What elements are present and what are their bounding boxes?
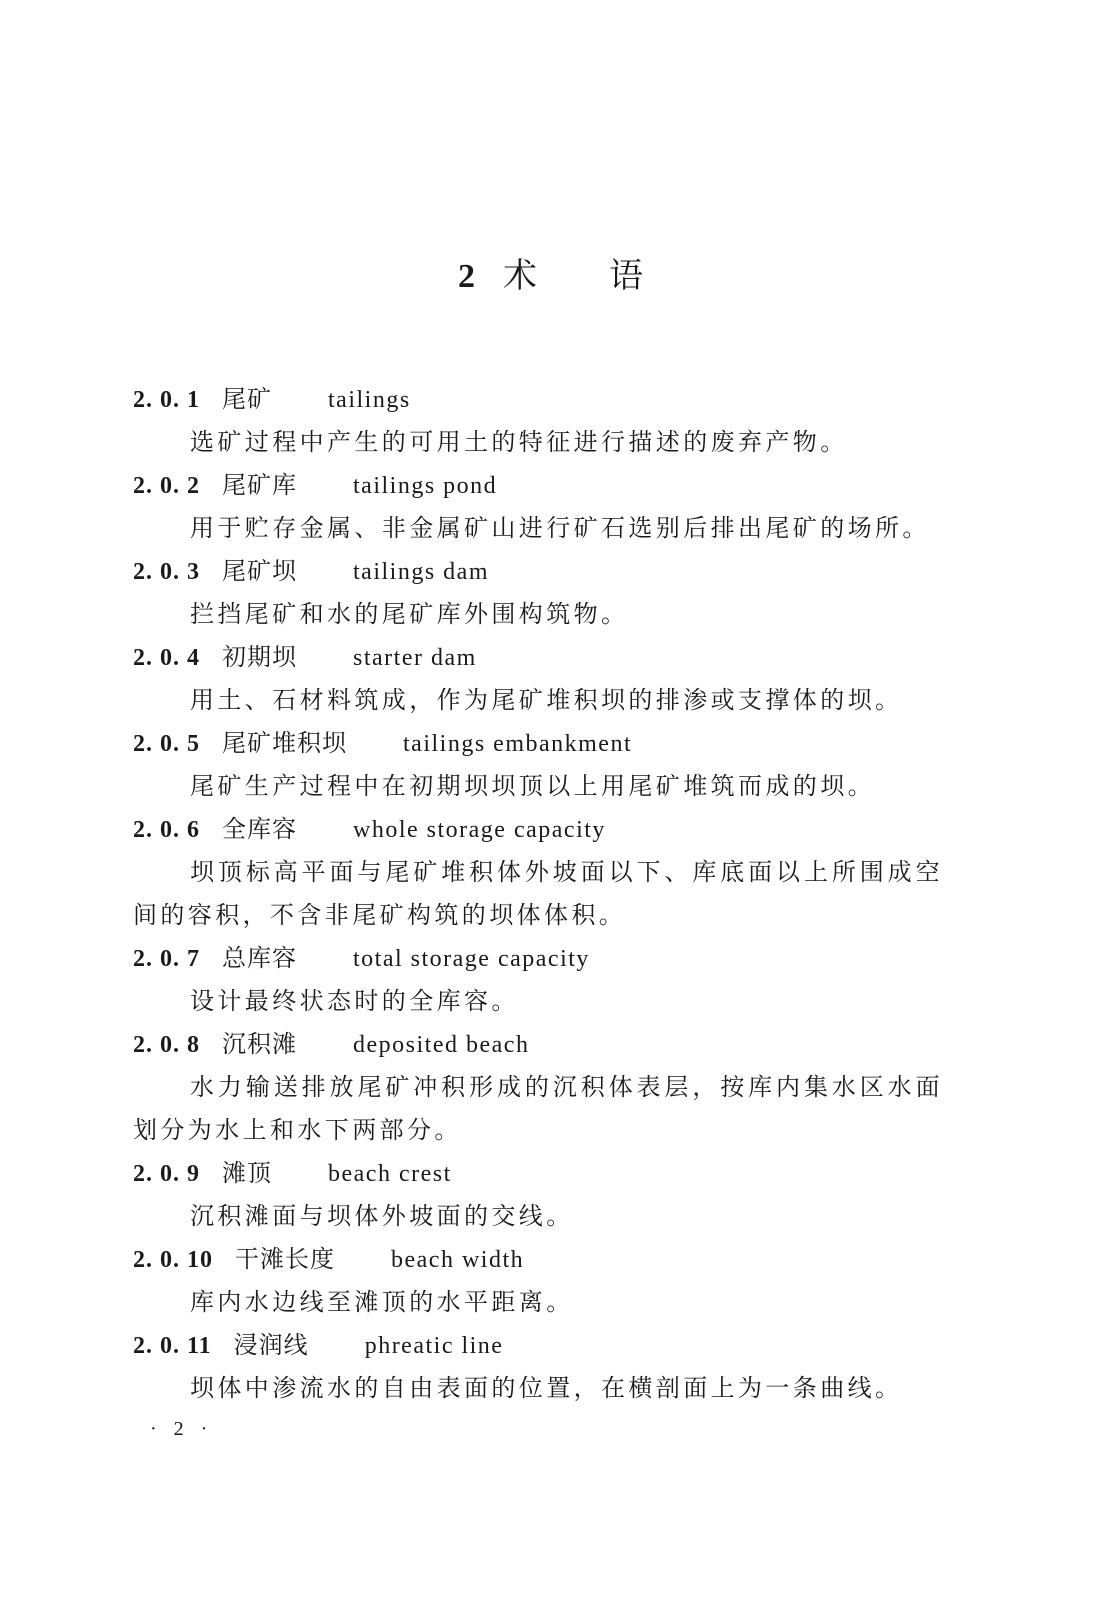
term-entry bbox=[133, 808, 943, 937]
term-number: 2. 0. 2 bbox=[133, 473, 200, 499]
term-number: 2. 0. 4 bbox=[133, 645, 200, 671]
term-entry bbox=[133, 722, 943, 808]
term-number: 2. 0. 5 bbox=[133, 731, 200, 757]
term-chinese: 初期坝 bbox=[222, 643, 297, 671]
section-title-word-2: 语 bbox=[609, 256, 645, 296]
term-number: 2. 0. 7 bbox=[133, 946, 200, 972]
term-english: tailings dam bbox=[353, 559, 489, 585]
term-definition: 选矿过程中产生的可用土的特征进行描述的废弃产物。 bbox=[190, 428, 848, 456]
term-heading bbox=[133, 1023, 943, 1066]
term-english: tailings pond bbox=[353, 473, 498, 499]
term-definition: 尾矿生产过程中在初期坝坝顶以上用尾矿堆筑而成的坝。 bbox=[190, 772, 875, 800]
term-number: 2. 0. 1 bbox=[133, 387, 200, 413]
term-english: beach width bbox=[391, 1247, 525, 1273]
term-english: whole storage capacity bbox=[353, 817, 606, 843]
term-definition: 用于贮存金属、非金属矿山进行矿石选别后排出尾矿的场所。 bbox=[190, 514, 930, 542]
term-number: 2. 0. 10 bbox=[133, 1247, 213, 1273]
term-entry bbox=[133, 636, 943, 722]
term-english: starter dam bbox=[353, 645, 477, 671]
term-definition: 用土、石材料筑成，作为尾矿堆积坝的排渗或支撑体的坝。 bbox=[190, 686, 903, 714]
term-chinese: 全库容 bbox=[222, 815, 297, 843]
term-chinese: 浸润线 bbox=[233, 1331, 309, 1359]
term-chinese: 尾矿库 bbox=[222, 471, 297, 499]
term-entry bbox=[133, 937, 943, 1023]
term-english: tailings embankment bbox=[403, 731, 633, 757]
term-entry bbox=[133, 378, 943, 464]
term-heading bbox=[133, 722, 943, 765]
term-english: phreatic line bbox=[364, 1333, 504, 1359]
term-english: deposited beach bbox=[353, 1032, 530, 1058]
term-heading bbox=[133, 937, 943, 980]
term-definition: 水力输送排放尾矿冲积形成的沉积体表层，按库内集水区水面划分为水上和水下两部分。 bbox=[133, 1073, 943, 1144]
page-number: · 2 · bbox=[150, 1418, 214, 1440]
term-heading bbox=[133, 378, 943, 421]
section-number: 2 bbox=[458, 258, 477, 295]
term-chinese: 总库容 bbox=[222, 944, 297, 972]
term-number: 2. 0. 8 bbox=[133, 1032, 200, 1058]
term-number: 2. 0. 6 bbox=[133, 817, 200, 843]
term-english: tailings bbox=[328, 387, 411, 413]
term-entry bbox=[133, 1324, 943, 1410]
term-english: beach crest bbox=[328, 1161, 452, 1187]
term-entry bbox=[133, 1023, 943, 1152]
term-list bbox=[133, 378, 943, 1410]
term-number: 2. 0. 9 bbox=[133, 1161, 200, 1187]
term-chinese: 沉积滩 bbox=[222, 1030, 297, 1058]
term-entry bbox=[133, 464, 943, 550]
term-heading bbox=[133, 1238, 943, 1281]
term-english: total storage capacity bbox=[353, 946, 590, 972]
term-heading bbox=[133, 1324, 943, 1367]
term-number: 2. 0. 11 bbox=[133, 1333, 212, 1359]
term-entry bbox=[133, 1152, 943, 1238]
term-chinese: 尾矿 bbox=[222, 385, 272, 413]
term-definition: 坝顶标高平面与尾矿堆积体外坡面以下、库底面以上所围成空间的容积，不含非尾矿构筑的坝体体积。 bbox=[133, 858, 943, 929]
term-definition: 设计最终状态时的全库容。 bbox=[190, 987, 519, 1015]
section-title-word-1: 术 bbox=[503, 256, 539, 296]
term-heading bbox=[133, 1152, 943, 1195]
term-heading bbox=[133, 464, 943, 507]
term-heading bbox=[133, 550, 943, 593]
term-number: 2. 0. 3 bbox=[133, 559, 200, 585]
term-chinese: 尾矿堆积坝 bbox=[222, 729, 347, 757]
term-definition: 坝体中渗流水的自由表面的位置，在横剖面上为一条曲线。 bbox=[190, 1374, 903, 1402]
term-entry bbox=[133, 550, 943, 636]
section-title bbox=[0, 248, 1103, 297]
term-definition: 库内水边线至滩顶的水平距离。 bbox=[190, 1288, 574, 1316]
term-definition: 沉积滩面与坝体外坡面的交线。 bbox=[190, 1202, 574, 1230]
term-entry bbox=[133, 1238, 943, 1324]
term-definition: 拦挡尾矿和水的尾矿库外围构筑物。 bbox=[190, 600, 629, 628]
term-heading bbox=[133, 636, 943, 679]
term-chinese: 尾矿坝 bbox=[222, 557, 297, 585]
term-heading bbox=[133, 808, 943, 851]
term-chinese: 干滩长度 bbox=[235, 1245, 335, 1273]
term-chinese: 滩顶 bbox=[222, 1159, 272, 1187]
